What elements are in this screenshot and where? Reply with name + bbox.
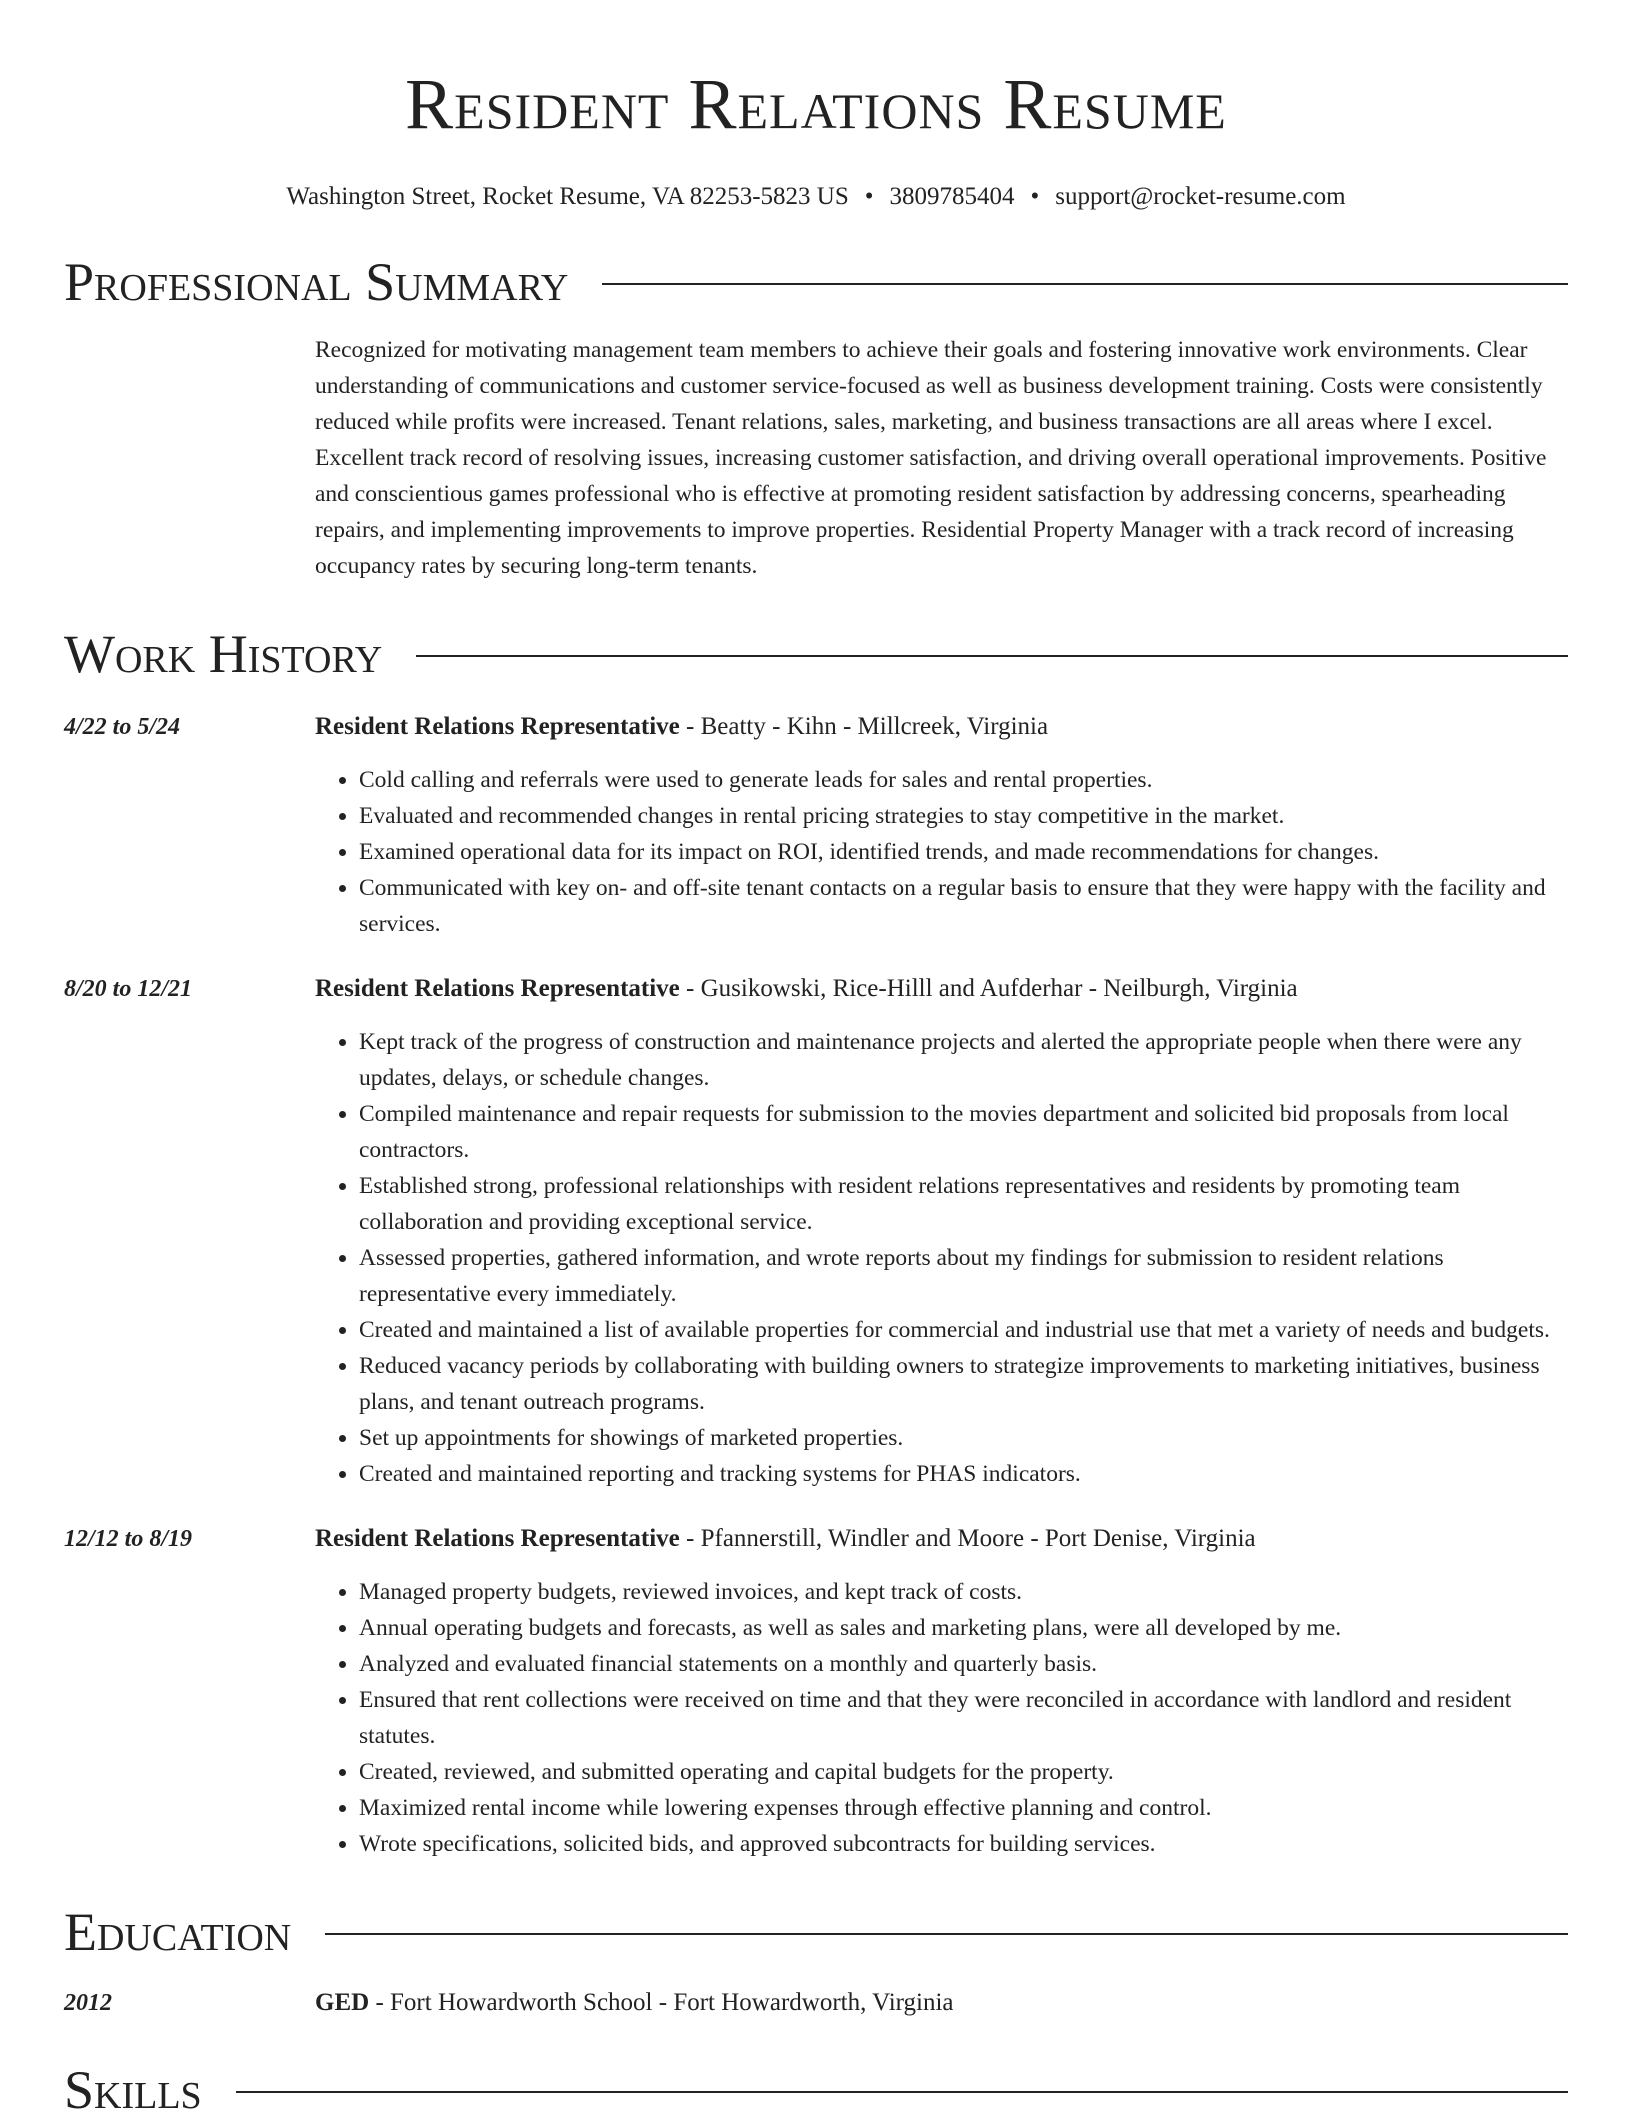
job-bullet: • Communicated with key on- and off-site tenant contacts on a regular basis to ensure that they were happy with the facility and services.	[359, 870, 1568, 942]
job-bullet: • Maximized rental income while lowering expenses through effective planning and control.	[359, 1790, 1568, 1826]
job-role: Resident Relations Representative	[315, 975, 680, 1002]
section-header-skills	[64, 2060, 1568, 2120]
job-bullet: • Annual operating budgets and forecasts, as well as sales and marketing plans, were all developed by me.	[359, 1610, 1568, 1646]
job-entry	[64, 710, 1568, 942]
job-bullets	[315, 762, 1568, 942]
section-title-summary: Professional Summary	[64, 252, 569, 312]
contact-phone: 3809785404	[889, 183, 1015, 210]
contact-address: Washington Street, Rocket Resume, VA 82253-5823 US	[286, 183, 849, 210]
job-bullet: • Evaluated and recommended changes in rental pricing strategies to stay competitive in the market.	[359, 798, 1568, 834]
job-list	[64, 710, 1568, 1862]
job-bullet: • Wrote specifications, solicited bids, and approved subcontracts for building services.	[359, 1826, 1568, 1862]
section-title-work: Work History	[64, 624, 383, 684]
job-employer: - Pfannerstill, Windler and Moore - Port Denise, Virginia	[679, 1525, 1256, 1552]
contact-separator: •	[1030, 183, 1040, 210]
job-entry	[64, 1522, 1568, 1862]
job-role: Resident Relations Representative	[315, 1525, 680, 1552]
job-dates: 4/22 to 5/24	[64, 714, 181, 740]
job-bullet: • Created and maintained reporting and tracking systems for PHAS indicators.	[359, 1456, 1568, 1492]
contact-line	[64, 182, 1568, 212]
job-dates: 8/20 to 12/21	[64, 976, 193, 1002]
section-rule	[602, 283, 1568, 285]
job-bullet: • Reduced vacancy periods by collaborating with building owners to strategize improvements to marketing initiatives, business plans, and tenant outreach programs.	[359, 1348, 1568, 1420]
resume-title: Resident Relations Resume	[405, 64, 1227, 144]
education-entry	[64, 1986, 1568, 2020]
job-role: Resident Relations Representative	[315, 713, 680, 740]
job-bullet: • Compiled maintenance and repair requests for submission to the movies department and solicited bid proposals from local contractors.	[359, 1096, 1568, 1168]
section-title-skills: Skills	[64, 2060, 202, 2120]
section-header-work	[64, 624, 1568, 684]
education-degree: GED	[315, 1989, 370, 2016]
job-bullet: • Set up appointments for showings of marketed properties.	[359, 1420, 1568, 1456]
job-employer: - Gusikowski, Rice-Hilll and Aufderhar - Neilburgh, Virginia	[679, 975, 1298, 1002]
education-line	[315, 1986, 1568, 2020]
job-bullet: • Managed property budgets, reviewed invoices, and kept track of costs.	[359, 1574, 1568, 1610]
education-school: - Fort Howardworth School - Fort Howardworth, Virginia	[369, 1989, 954, 2016]
job-bullet: • Cold calling and referrals were used to generate leads for sales and rental properties.	[359, 762, 1568, 798]
section-title-education: Education	[64, 1902, 292, 1962]
education-year: 2012	[64, 1990, 112, 2016]
section-rule	[416, 655, 1568, 657]
job-bullet: • Created and maintained a list of available properties for commercial and industrial use that met a variety of needs and budgets.	[359, 1312, 1568, 1348]
section-header-summary	[64, 252, 1568, 312]
job-bullet: • Assessed properties, gathered information, and wrote reports about my findings for submission to resident relations representative every immediately.	[359, 1240, 1568, 1312]
job-title-line	[315, 710, 1568, 744]
job-title-line	[315, 1522, 1568, 1556]
job-dates: 12/12 to 8/19	[64, 1526, 193, 1552]
section-rule	[325, 1933, 1568, 1935]
job-bullets	[315, 1574, 1568, 1862]
job-bullet: • Established strong, professional relationships with resident relations representatives and residents by promoting team collaboration and providing exceptional service.	[359, 1168, 1568, 1240]
job-employer: - Beatty - Kihn - Millcreek, Virginia	[679, 713, 1049, 740]
section-rule	[236, 2091, 1568, 2093]
contact-email[interactable]: support@rocket-resume.com	[1055, 183, 1346, 210]
left-column-spacer	[64, 332, 315, 584]
job-title-line	[315, 972, 1568, 1006]
job-entry	[64, 972, 1568, 1492]
section-header-education	[64, 1902, 1568, 1962]
job-bullets	[315, 1024, 1568, 1492]
job-bullet: • Analyzed and evaluated financial statements on a monthly and quarterly basis.	[359, 1646, 1568, 1682]
job-bullet: • Ensured that rent collections were received on time and that they were reconciled in accordance with landlord and resident statutes.	[359, 1682, 1568, 1754]
job-bullet: • Created, reviewed, and submitted operating and capital budgets for the property.	[359, 1754, 1568, 1790]
job-bullet: • Kept track of the progress of construction and maintenance projects and alerted the appropriate people when there were any updates, delays, or schedule changes.	[359, 1024, 1568, 1096]
contact-separator: •	[864, 183, 874, 210]
job-bullet: • Examined operational data for its impact on ROI, identified trends, and made recommendations for changes.	[359, 834, 1568, 870]
summary-text: Recognized for motivating management team members to achieve their goals and fostering innovative work environments. Clear understanding of communications and customer service-focused as well as business development training. Costs were consistently reduced while profits were increased. Tenant relations, sales, marketing, and business transactions are all areas where I excel. Excellent track record of resolving issues, increasing customer satisfaction, and driving overall operational improvements. Positive and conscientious games professional who is effective at promoting resident satisfaction by addressing concerns, spearheading repairs, and implementing improvements to improve properties. Residential Property Manager with a track record of increasing occupancy rates by securing long-term tenants.	[315, 337, 1547, 579]
summary-row	[64, 332, 1568, 584]
